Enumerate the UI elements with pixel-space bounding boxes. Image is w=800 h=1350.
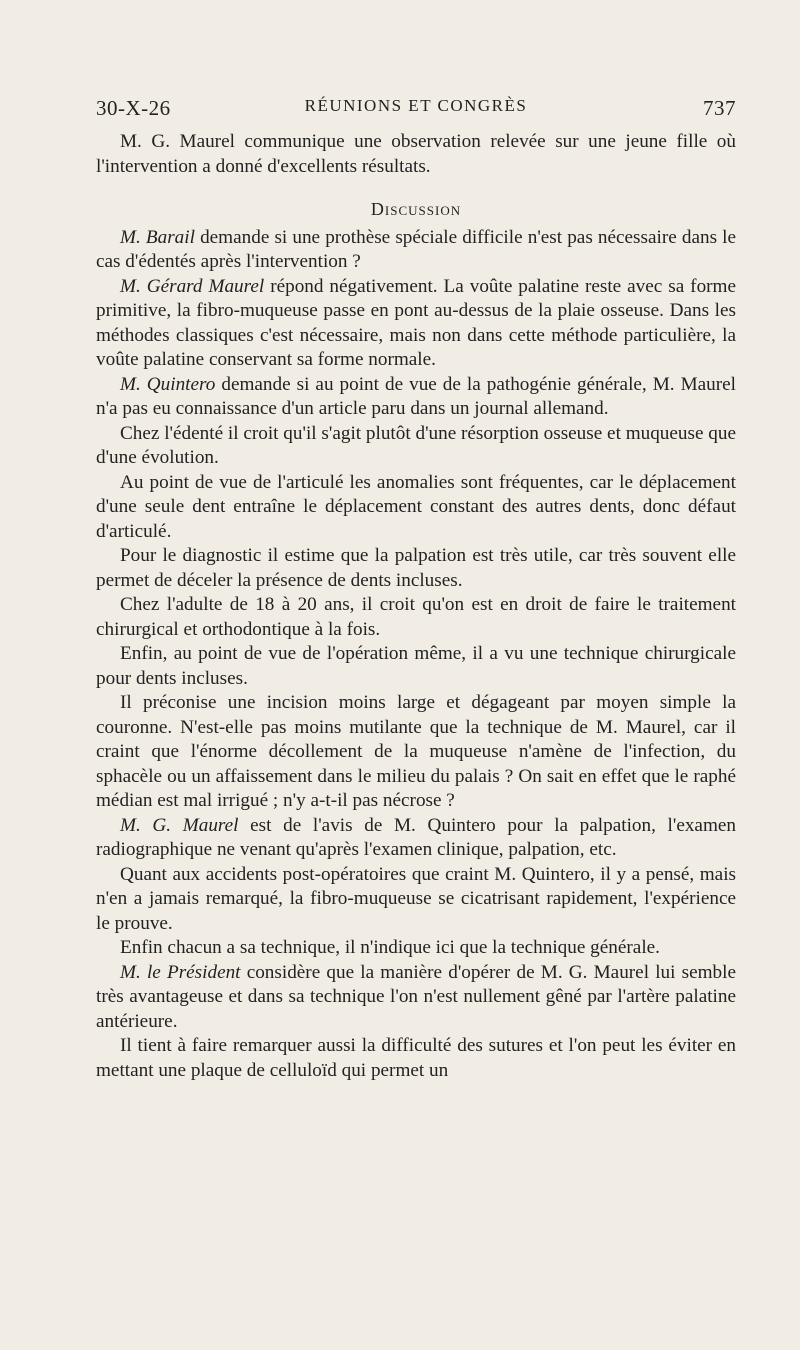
paragraph: M. G. Maurel communique une observation relevée sur une jeune fille où l'intervention a donné d'excellents résultats.	[96, 131, 736, 177]
speaker-name: M. Gérard Maurel	[120, 275, 265, 297]
page-number: 737	[703, 96, 736, 120]
paragraph: Chez l'adulte de 18 à 20 ans, il croit qu'on est en droit de faire le traitement chirurgical et orthodontique à la fois.	[96, 594, 736, 640]
paragraph-text: répond négativement. La voûte palatine reste avec sa forme primitive, la fibro-muqueuse passe en pont au-dessus de la plaie osseuse. Dans les méthodes classiques c'est nécessaire, mais non dans cette méthode particulière, la voûte palatine conservant sa forme normale.	[96, 275, 736, 370]
paragraph	[96, 226, 736, 275]
paragraph-text: est de l'avis de M. Quintero pour la palpation, l'examen radiographique ne venant qu'après l'examen clinique, palpation, etc.	[96, 814, 736, 860]
paragraph: Quant aux accidents post-opératoires que craint M. Quintero, il y a pensé, mais n'en a jamais remarqué, la fibro-muqueuse se cicatrisant rapidement, l'expérience le prouve.	[96, 863, 736, 934]
paragraph	[96, 275, 736, 373]
paragraph: Enfin, au point de vue de l'opération même, il a vu une technique chirurgicale pour dents incluses.	[96, 643, 736, 689]
body-text	[96, 130, 736, 1083]
speaker-name: M. G. Maurel	[120, 814, 239, 836]
paragraph: Enfin chacun a sa technique, il n'indique ici que la technique générale.	[120, 937, 660, 958]
paragraph: Chez l'édenté il croit qu'il s'agit plutôt d'une résorption osseuse et muqueuse que d'une évolution.	[96, 422, 736, 468]
paragraph: Pour le diagnostic il estime que la palpation est très utile, car très souvent elle permet de déceler la présence de dents incluses.	[96, 545, 736, 591]
paragraph: Il tient à faire remarquer aussi la difficulté des sutures et l'on peut les éviter en mettant une plaque de celluloïd qui permet un	[96, 1035, 736, 1081]
paragraph-text: considère que la manière d'opérer de M. G. Maurel lui semble très avantageuse et dans sa technique l'on n'est nullement gêné par l'artère palatine antérieure.	[96, 961, 736, 1032]
speaker-name: M. le Président	[120, 961, 241, 983]
speaker-name: M. Barail	[120, 226, 195, 248]
paragraph	[96, 814, 736, 863]
paragraph: Au point de vue de l'articulé les anomalies sont fréquentes, car le déplacement d'une seule dent entraîne le déplacement constant des autres dents, donc défaut d'articulé.	[96, 471, 736, 542]
header-date: 30-X-26	[96, 96, 171, 120]
speaker-name: M. Quintero	[120, 373, 216, 395]
paragraph	[96, 373, 736, 422]
paragraph-text: demande si au point de vue de la pathogénie générale, M. Maurel n'a pas eu connaissance d'un article paru dans un journal allemand.	[96, 373, 736, 419]
header-title: RÉUNIONS ET CONGRÈS	[304, 96, 528, 115]
section-title: Discussion	[370, 199, 462, 219]
paragraph	[96, 961, 736, 1035]
running-header	[96, 92, 736, 126]
paragraph-text: demande si une prothèse spéciale difficile n'est pas nécessaire dans le cas d'édentés après l'intervention ?	[96, 226, 737, 272]
paragraph: Il préconise une incision moins large et dégageant par moyen simple la couronne. N'est-elle pas moins mutilante que la technique de M. Maurel, car il craint que l'énorme décollement de la muqueuse n'amène de l'infection, du sphacèle ou un affaissement dans le milieu du palais ? On sait en effet que le raphé médian est mal irrigué ; n'y a-t-il pas nécrose ?	[96, 692, 736, 811]
